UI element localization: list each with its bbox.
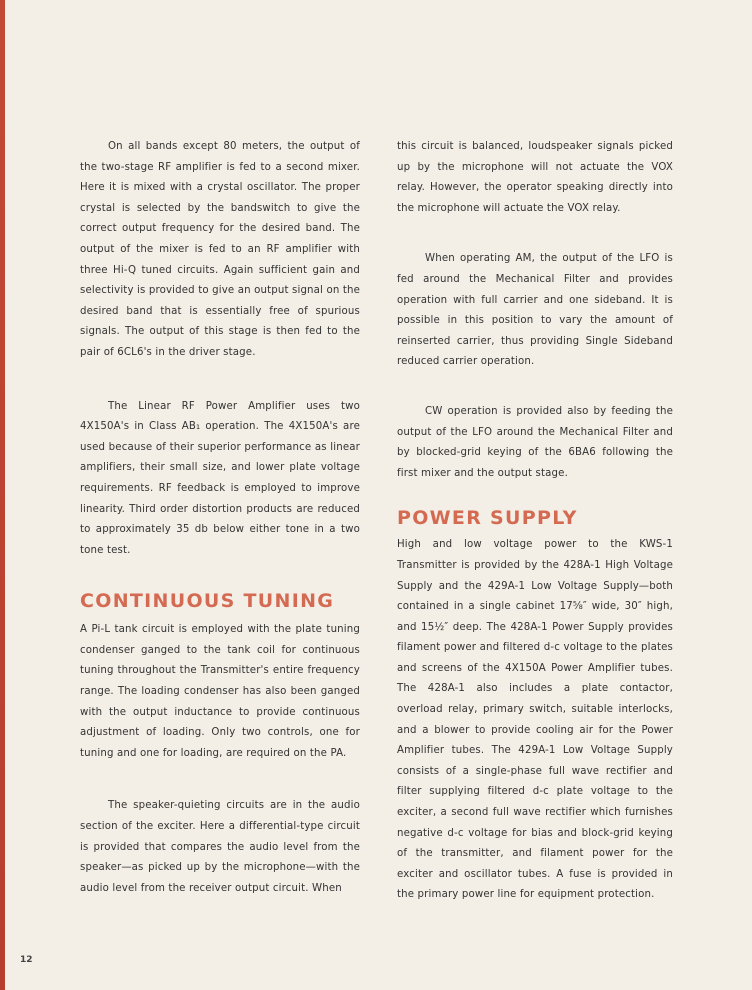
section-heading-continuous-tuning: CONTINUOUS TUNING	[80, 590, 335, 613]
body-paragraph: On all bands except 80 meters, the output of the two-stage RF amplifier is fed to a second mixer. Here it is mixed with a crystal oscillator. The proper crystal is selected by the bandswitch to give the correct output frequency for the desired band. The output of the mixer is fed to an RF amplifier with three Hi-Q tuned circuits. Again sufficient gain and selectivity is provided to give an output signal on the desired band that is essentially free of spurious signals. The output of this stage is then fed to the pair of 6CL6's in the driver stage.	[80, 141, 360, 358]
right-column	[397, 137, 673, 906]
body-paragraph: High and low voltage power to the KWS-1 Transmitter is provided by the 428A-1 High Voltage Supply and the 429A-1 Low Voltage Supply—both contained in a single cabinet 17⅝″ wide, 30″ high, and 15½″ deep. The 428A-1 Power Supply provides filament power and filtered d-c voltage to the plates and screens of the 4X150A Power Amplifier tubes. The 428A-1 also includes a plate contactor, overload relay, primary switch, suitable interlocks, and a blower to provide cooling air for the Power Amplifier tubes. The 429A-1 Low Voltage Supply consists of a single-phase full wave rectifier and filter supplying filtered d-c plate voltage to the exciter, a second full wave rectifier which furnishes negative d-c voltage for bias and block-grid keying of the transmitter, and filament power for the exciter and oscillator tubes. A fuse is provided in the primary power line for equipment protection.	[397, 539, 673, 901]
page-number: 12	[20, 955, 33, 965]
body-paragraph: A Pi-L tank circuit is employed with the plate tuning condenser ganged to the tank coil for continuous tuning throughout the Transmitter's entire frequency range. The loading condenser has also been ganged with the output inductance to provide continuous adjustment of loading. Only two controls, one for tuning and one for loading, are required on the PA.	[80, 624, 360, 759]
body-paragraph: this circuit is balanced, loudspeaker signals picked up by the microphone will not actuate the VOX relay. However, the operator speaking directly into the microphone will actuate the VOX relay.	[397, 141, 673, 214]
body-paragraph: The speaker-quieting circuits are in the audio section of the exciter. Here a differential-type circuit is provided that compares the audio level from the speaker—as picked up by the microphone—with the audio level from the receiver output circuit. When	[80, 800, 360, 894]
body-paragraph: CW operation is provided also by feeding the output of the LFO around the Mechanical Filter and by blocked-grid keying of the 6BA6 following the first mixer and the output stage.	[397, 405, 673, 479]
left-column	[80, 137, 360, 899]
body-paragraph: The Linear RF Power Amplifier uses two 4X150A's in Class AB₁ operation. The 4X150A's are used because of their superior performance as linear amplifiers, their small size, and lower plate voltage requirements. RF feedback is employed to improve linearity. Third order distortion products are reduced to approximately 35 db below either tone in a two tone test.	[80, 400, 360, 556]
page-edge-stripe	[0, 0, 5, 990]
body-paragraph: When operating AM, the output of the LFO is fed around the Mechanical Filter and provides operation with full carrier and one sideband. It is possible in this position to vary the amount of reinserted carrier, thus providing Single Sideband reduced carrier operation.	[397, 253, 673, 368]
section-heading-power-supply: POWER SUPPLY	[397, 507, 578, 530]
